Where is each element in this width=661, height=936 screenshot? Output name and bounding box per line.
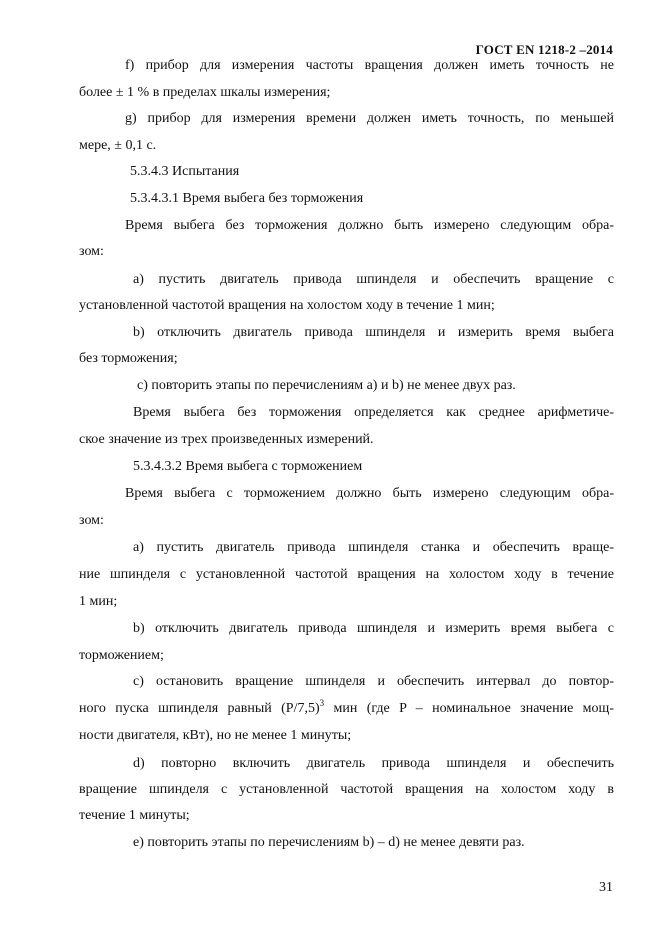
subsection-heading: 5.3.4.3.2 Время выбега с торможением — [133, 459, 363, 474]
text-line: более ± 1 % в пределах шкалы измерения; — [79, 85, 331, 100]
document-code: ГОСТ EN 1218-2 –2014 — [475, 42, 613, 57]
list-item: b) отключить двигатель привода шпинделя и измерить время выбега — [133, 325, 614, 340]
text-line: ское значение из трех произведенных измерений. — [79, 432, 374, 447]
list-item: a) пустить двигатель привода шпинделя станка и обеспечить враще- — [133, 540, 614, 555]
formula-text-cont: мин (где P – номинальное значение мощ- — [324, 701, 614, 716]
text-line-with-superscript — [79, 700, 614, 718]
text-line: ние шпинделя с установленной частотой вращения на холостом ходу в течение — [79, 567, 614, 582]
text-line: мере, ± 0,1 с. — [79, 138, 157, 153]
text-line: Время выбега без торможения должно быть измерено следующим обра- — [125, 218, 614, 233]
section-heading: 5.3.4.3 Испытания — [130, 164, 240, 179]
page-number: 31 — [599, 880, 613, 895]
text-line: установленной частотой вращения на холостом ходу в течение 1 мин; — [79, 298, 495, 313]
text-line: вращение шпинделя с установленной частотой вращения на холостом ходу в — [79, 782, 614, 797]
text-line: без торможения; — [79, 351, 178, 366]
text-line: зом: — [79, 513, 104, 528]
list-item: e) повторить этапы по перечислениям b) – d) не менее девяти раз. — [133, 835, 525, 850]
text-line: зом: — [79, 244, 104, 259]
text-line: 1 мин; — [79, 594, 118, 609]
text-line: Время выбега с торможением должно быть измерено следующим обра- — [125, 486, 614, 501]
list-item: a) пустить двигатель привода шпинделя и обеспечить вращение с — [133, 272, 614, 287]
text-line: f) прибор для измерения частоты вращения должен иметь точность не — [125, 58, 614, 73]
subsection-heading: 5.3.4.3.1 Время выбега без торможения — [130, 191, 364, 206]
list-item: c) повторить этапы по перечислениям a) и b) не менее двух раз. — [137, 378, 516, 393]
formula-text: ного пуска шпинделя равный (P/7,5) — [79, 701, 320, 716]
list-item: c) остановить вращение шпинделя и обеспечить интервал до повтор- — [133, 674, 614, 689]
text-line: Время выбега без торможения определяется как среднее арифметиче- — [133, 405, 614, 420]
exponent: 3 — [319, 698, 325, 708]
list-item: b) отключить двигатель привода шпинделя и измерить время выбега с — [133, 621, 614, 636]
list-item: d) повторно включить двигатель привода шпинделя и обеспечить — [133, 756, 614, 771]
text-line: течение 1 минуты; — [79, 808, 190, 823]
text-line: торможением; — [79, 648, 164, 663]
text-line: g) прибор для измерения времени должен иметь точность, по меньшей — [125, 111, 614, 126]
text-line: ности двигателя, кВт), но не менее 1 минуты; — [79, 728, 352, 743]
